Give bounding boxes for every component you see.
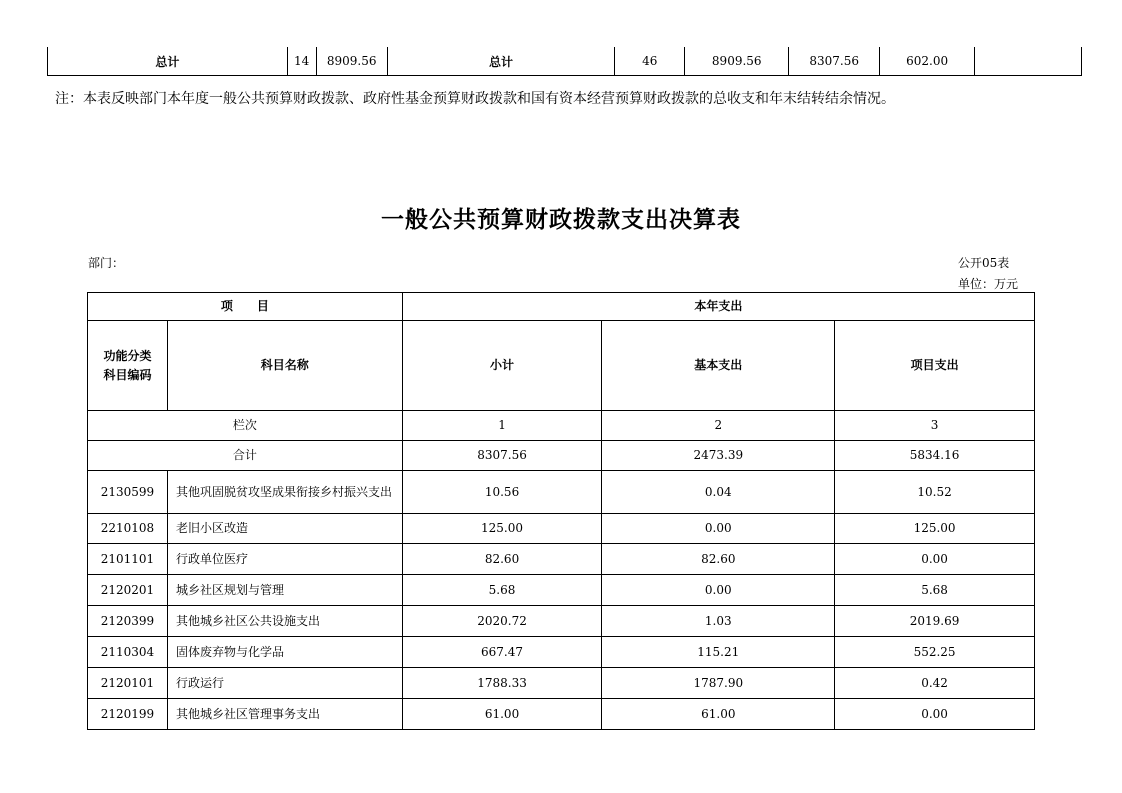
column-number-3: 3 [835,411,1035,441]
row-subtotal: 61.00 [402,699,602,730]
row-project: 0.00 [835,699,1035,730]
expenditure-table [87,292,1035,730]
row-code: 2120199 [88,699,168,730]
row-basic: 82.60 [602,544,835,575]
right-total-label: 总计 [387,47,615,76]
row-code: 2110304 [88,637,168,668]
row-subtotal: 667.47 [402,637,602,668]
row-code: 2120101 [88,668,168,699]
previous-table-total-row [47,47,1082,76]
table-row [88,514,1035,544]
row-code: 2120399 [88,606,168,637]
right-extra-cell [975,47,1082,76]
row-name: 固体废弃物与化学品 [167,637,402,668]
header-basic: 基本支出 [602,321,835,411]
row-basic: 0.00 [602,575,835,606]
header-code: 功能分类科目编码 [88,321,168,411]
row-subtotal: 2020.72 [402,606,602,637]
table-row [88,637,1035,668]
row-subtotal: 5.68 [402,575,602,606]
row-subtotal: 1788.33 [402,668,602,699]
table-row [88,668,1035,699]
row-project: 0.42 [835,668,1035,699]
column-number-2: 2 [602,411,835,441]
page-title: 一般公共预算财政拨款支出决算表 [381,206,741,233]
right-expense-amount: 8307.56 [789,47,880,76]
table-row [88,699,1035,730]
right-total-amount: 8909.56 [685,47,789,76]
row-subtotal: 10.56 [402,471,602,514]
left-col-number: 14 [287,47,316,76]
row-project: 552.25 [835,637,1035,668]
table-row [88,471,1035,514]
row-basic: 0.04 [602,471,835,514]
row-project: 125.00 [835,514,1035,544]
row-code: 2130599 [88,471,168,514]
table-row [88,544,1035,575]
table-row [88,606,1035,637]
total-project: 5834.16 [835,441,1035,471]
row-subtotal: 82.60 [402,544,602,575]
right-col-number: 46 [615,47,685,76]
right-balance-amount: 602.00 [880,47,975,76]
department-label: 部门： [88,256,125,270]
header-this-year: 本年支出 [402,293,1034,321]
row-name: 其他城乡社区管理事务支出 [167,699,402,730]
row-basic: 61.00 [602,699,835,730]
row-project: 5.68 [835,575,1035,606]
header-project: 项 目 [88,293,403,321]
row-basic: 1787.90 [602,668,835,699]
row-name: 其他城乡社区公共设施支出 [167,606,402,637]
table-row [88,575,1035,606]
row-project: 2019.69 [835,606,1035,637]
column-number-1: 1 [402,411,602,441]
row-basic: 1.03 [602,606,835,637]
left-total-label: 总计 [48,47,288,76]
total-subtotal: 8307.56 [402,441,602,471]
column-number-label: 栏次 [88,411,403,441]
form-number: 公开05表 [958,256,1010,270]
header-project-exp: 项目支出 [835,321,1035,411]
total-basic: 2473.39 [602,441,835,471]
row-name: 其他巩固脱贫攻坚成果衔接乡村振兴支出 [167,471,402,514]
row-project: 10.52 [835,471,1035,514]
row-subtotal: 125.00 [402,514,602,544]
total-label: 合计 [88,441,403,471]
header-name: 科目名称 [167,321,402,411]
header-subtotal: 小计 [402,321,602,411]
left-total-amount: 8909.56 [316,47,387,76]
row-code: 2101101 [88,544,168,575]
row-code: 2120201 [88,575,168,606]
row-project: 0.00 [835,544,1035,575]
table-note: 注：本表反映部门本年度一般公共预算财政拨款、政府性基金预算财政拨款和国有资本经营预算财政拨款的总收支和年末结转结余情况。 [55,91,895,107]
row-basic: 115.21 [602,637,835,668]
row-name: 行政单位医疗 [167,544,402,575]
row-name: 城乡社区规划与管理 [167,575,402,606]
row-code: 2210108 [88,514,168,544]
row-name: 行政运行 [167,668,402,699]
unit-label: 单位：万元 [958,277,1019,291]
row-basic: 0.00 [602,514,835,544]
row-name: 老旧小区改造 [167,514,402,544]
